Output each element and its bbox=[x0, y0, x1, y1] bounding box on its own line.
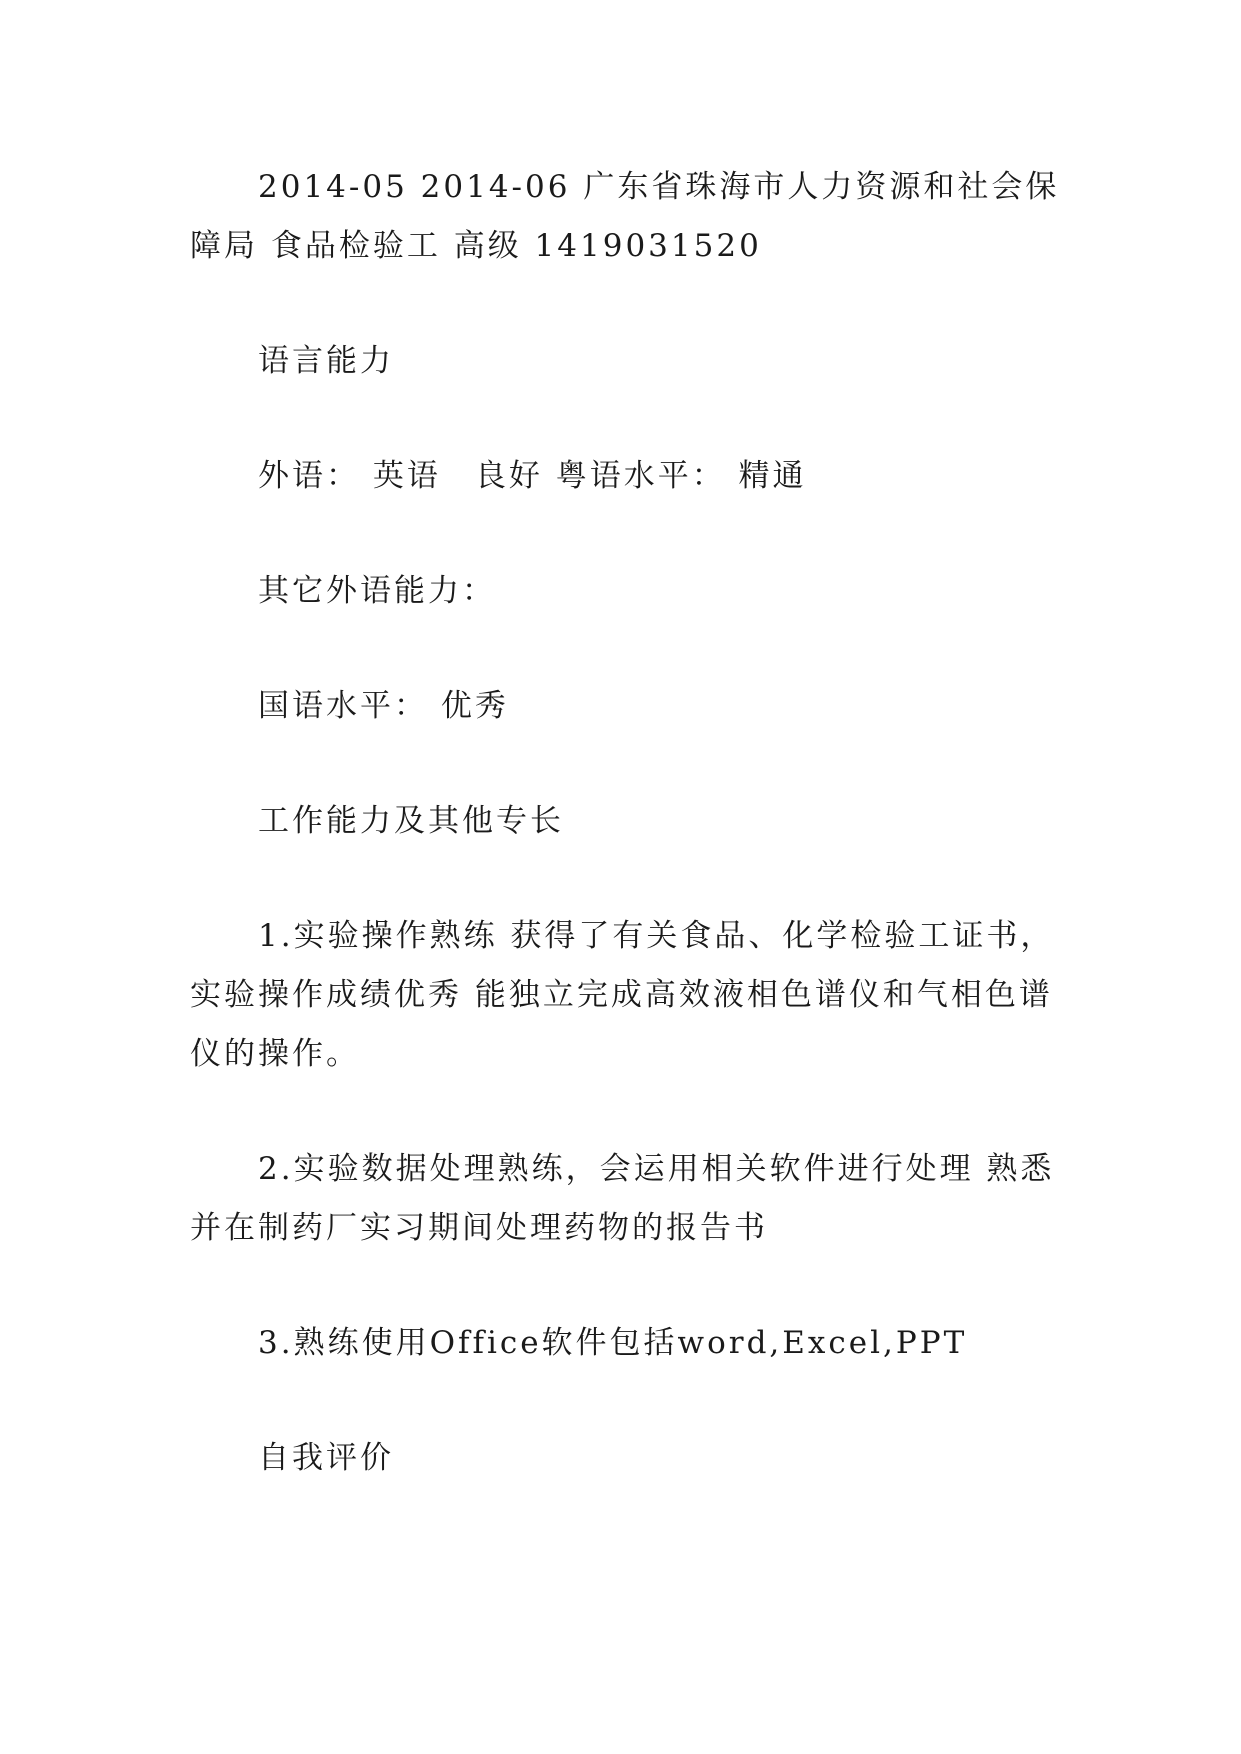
skill-item-2: 2.实验数据处理熟练，会运用相关软件进行处理 熟悉并在制药厂实习期间处理药物的报告书 bbox=[190, 1151, 1055, 1246]
section-heading-language-ability: 语言能力 bbox=[258, 343, 394, 379]
document-body bbox=[190, 158, 1060, 1544]
skill-item-3: 3.熟练使用Office软件包括word,Excel,PPT bbox=[258, 1325, 968, 1361]
mandarin-level-paragraph: 国语水平： 优秀 bbox=[258, 688, 509, 724]
other-language-paragraph: 其它外语能力： bbox=[258, 573, 496, 609]
section-heading-self-evaluation: 自我评价 bbox=[258, 1440, 394, 1476]
foreign-language-paragraph: 外语： 英语 良好 粤语水平： 精通 bbox=[258, 458, 807, 494]
certificate-record-paragraph: 2014-05 2014-06 广东省珠海市人力资源和社会保障局 食品检验工 高级 1419031520 bbox=[190, 169, 1060, 264]
section-heading-work-skills: 工作能力及其他专长 bbox=[258, 803, 564, 839]
skill-item-1: 1.实验操作熟练 获得了有关食品、化学检验工证书，实验操作成绩优秀 能独立完成高效液相色谱仪和气相色谱仪的操作。 bbox=[190, 918, 1055, 1072]
